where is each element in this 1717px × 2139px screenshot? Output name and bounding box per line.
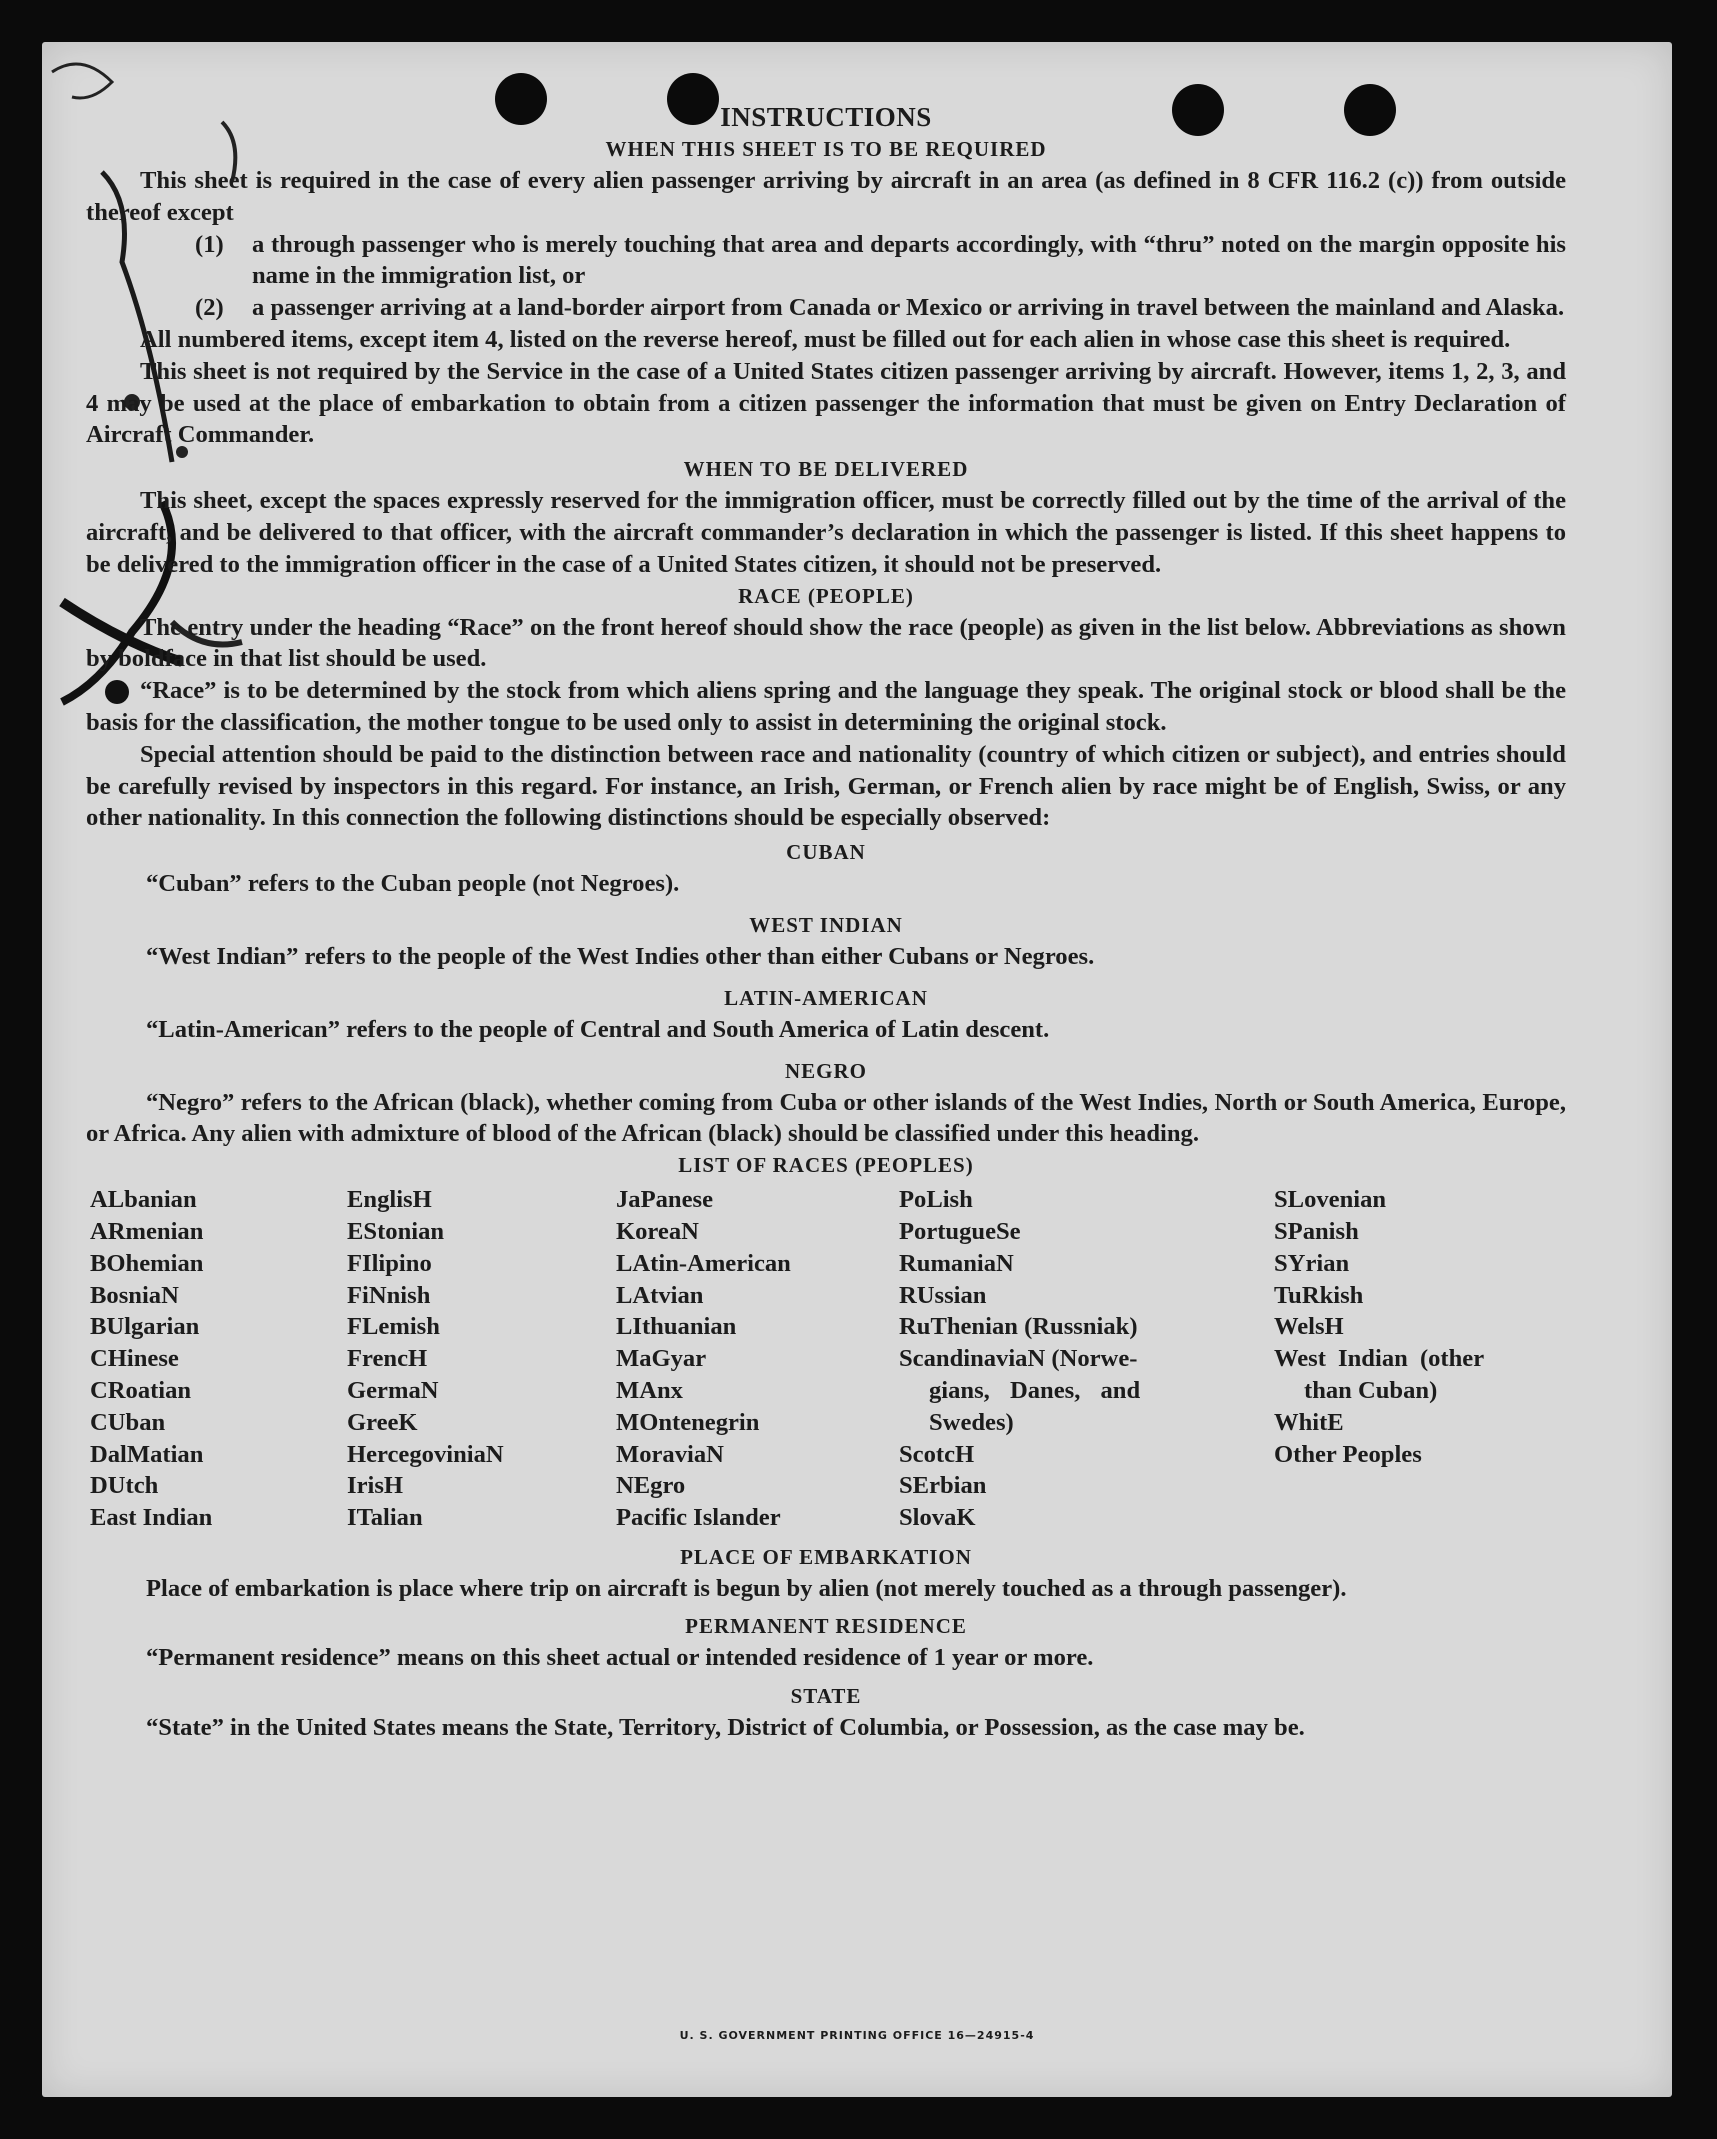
- race-item: DUtch: [90, 1472, 159, 1500]
- race-item: CUban: [90, 1408, 166, 1436]
- race-item-continuation: gians, Danes, and: [929, 1376, 1141, 1404]
- printing-office-footer: U. S. GOVERNMENT PRINTING OFFICE 16—24915-4: [679, 2029, 1035, 2042]
- race-item: SLovenian: [1274, 1186, 1387, 1214]
- race-item: TuRkish: [1274, 1281, 1364, 1309]
- race-item: WelsH: [1274, 1313, 1344, 1341]
- race-item: RUssian: [899, 1281, 987, 1309]
- paragraph: The entry under the heading “Race” on the front hereof should show the race (people) as given in the list below. Abbreviations as shown by boldface in that list should be used.: [86, 613, 1566, 673]
- race-item: West Indian (other: [1274, 1345, 1485, 1373]
- section-heading: NEGRO: [784, 1058, 867, 1083]
- race-item: NEgro: [616, 1472, 686, 1500]
- race-item: East Indian: [90, 1504, 213, 1532]
- race-item: ALbanian: [90, 1186, 197, 1214]
- race-item: ITalian: [347, 1504, 423, 1532]
- item-text: a passenger arriving at a land-border airport from Canada or Mexico or arriving in travel between the mainland and Alaska.: [252, 294, 1565, 322]
- item-number: (2): [195, 294, 224, 322]
- race-column: [1274, 1184, 1564, 1534]
- race-item: RumaniaN: [899, 1249, 1014, 1277]
- race-item: GreeK: [347, 1408, 418, 1436]
- race-item-continuation: Swedes): [929, 1408, 1014, 1436]
- section-heading: WHEN THIS SHEET IS TO BE REQUIRED: [605, 137, 1047, 161]
- race-item: EnglisH: [347, 1186, 432, 1214]
- race-item: BosniaN: [90, 1281, 179, 1309]
- section-heading: STATE: [790, 1684, 862, 1709]
- paragraph: “Negro” refers to the African (black), whether coming from Cuba or other islands of the West Indies, North or South America, Europe, or Africa. Any alien with admixture of blood of the African (black) should be classified under this heading.: [86, 1088, 1566, 1148]
- list-item: [195, 292, 1566, 324]
- race-column: [347, 1184, 616, 1534]
- race-item: DalMatian: [90, 1440, 204, 1468]
- race-item: CRoatian: [90, 1376, 192, 1404]
- race-item: BOhemian: [90, 1249, 204, 1277]
- section-heading: PERMANENT RESIDENCE: [685, 1613, 967, 1638]
- race-item: PortugueSe: [899, 1217, 1021, 1245]
- race-item: PoLish: [899, 1186, 973, 1214]
- paragraph: All numbered items, except item 4, listed on the reverse hereof, must be filled out for each alien in whose case this sheet is required.: [140, 325, 1511, 353]
- section-heading: CUBAN: [786, 840, 866, 865]
- race-item: GermaN: [347, 1376, 439, 1404]
- race-item: LIthuanian: [616, 1313, 737, 1341]
- race-item: RuThenian (Russniak): [899, 1313, 1138, 1341]
- race-item: MaGyar: [616, 1345, 707, 1373]
- race-item: ARmenian: [90, 1217, 204, 1245]
- paragraph: This sheet is required in the case of every alien passenger arriving by aircraft in an area (as defined in 8 CFR 116.2 (c)) from outside thereof except: [86, 167, 1566, 226]
- race-item: ScotcH: [899, 1440, 975, 1468]
- race-item: BUlgarian: [90, 1313, 200, 1341]
- section-heading: PLACE OF EMBARKATION: [680, 1544, 972, 1569]
- race-item-continuation: than Cuban): [1304, 1376, 1438, 1404]
- paragraph: Place of embarkation is place where trip on aircraft is begun by alien (not merely touched as a through passenger).: [146, 1574, 1347, 1602]
- section-heading: WEST INDIAN: [749, 912, 903, 937]
- race-item: SYrian: [1274, 1249, 1350, 1277]
- race-item: KoreaN: [616, 1217, 699, 1245]
- race-item: HercegoviniaN: [347, 1440, 504, 1468]
- race-item: Other Peoples: [1274, 1440, 1422, 1468]
- race-item: FiNnish: [347, 1281, 431, 1309]
- paragraph: “State” in the United States means the State, Territory, District of Columbia, or Possession, as the case may be.: [146, 1714, 1305, 1742]
- section-heading: LATIN-AMERICAN: [724, 985, 928, 1010]
- instructions-body: [86, 100, 1566, 1744]
- section-heading: WHEN TO BE DELIVERED: [683, 457, 969, 482]
- section-heading: RACE (PEOPLE): [738, 583, 914, 608]
- race-column: [899, 1184, 1274, 1534]
- list-item: [195, 229, 1566, 293]
- page-title: INSTRUCTIONS: [720, 102, 932, 132]
- race-column: [616, 1184, 899, 1534]
- race-item: FLemish: [347, 1313, 440, 1341]
- item-text: a through passenger who is merely touching that area and departs accordingly, with “thru” noted on the margin opposite his name in the immigration list, or: [252, 230, 1566, 290]
- race-item: FIlipino: [347, 1249, 432, 1277]
- race-item: CHinese: [90, 1345, 179, 1373]
- race-item: IrisH: [347, 1472, 404, 1500]
- race-column: [86, 1184, 347, 1534]
- race-item: SErbian: [899, 1472, 987, 1500]
- race-item: LAtin-American: [616, 1249, 791, 1277]
- paragraph: Special attention should be paid to the distinction between race and nationality (country of which citizen or subject), and entries should be carefully revised by inspectors in this regard. For instance, an Irish, German, or French alien by race might be of English, Swiss, or any other nationality. In this connection the following distinctions should be especially observed:: [86, 740, 1566, 832]
- paragraph: “Permanent residence” means on this sheet actual or intended residence of 1 year or more.: [146, 1643, 1094, 1671]
- race-item: ScandinaviaN (Norwe-: [899, 1345, 1138, 1373]
- paragraph: This sheet is not required by the Service in the case of a United States citizen passenger arriving by aircraft. However, items 1, 2, 3, and 4 may be used at the place of embarkation to obtain from a citizen passenger the information that must be given on Entry Declaration of Aircraft Commander.: [86, 357, 1566, 449]
- race-item: MAnx: [616, 1376, 683, 1404]
- paragraph: “Cuban” refers to the Cuban people (not Negroes).: [146, 870, 680, 898]
- race-item: SlovaK: [899, 1504, 976, 1532]
- race-list: [86, 1184, 1566, 1534]
- paragraph: “Race” is to be determined by the stock from which aliens spring and the language they speak. The original stock or blood shall be the basis for the classification, the mother tongue to be used only to assist in determining the original stock.: [86, 677, 1566, 736]
- race-item: FrencH: [347, 1345, 428, 1373]
- race-item: LAtvian: [616, 1281, 704, 1309]
- paragraph: “Latin-American” refers to the people of Central and South America of Latin descent.: [146, 1015, 1050, 1043]
- race-item: WhitE: [1274, 1408, 1344, 1436]
- race-item: EStonian: [347, 1217, 445, 1245]
- race-item: SPanish: [1274, 1217, 1359, 1245]
- paragraph: This sheet, except the spaces expressly reserved for the immigration officer, must be correctly filled out by the time of the arrival of the aircraft, and be delivered to that officer, with the aircraft commander’s declaration in which the passenger is listed. If this sheet happens to be delivered to the immigration officer in the case of a United States citizen, it should not be preserved.: [86, 487, 1566, 578]
- paragraph: “West Indian” refers to the people of the West Indies other than either Cubans or Negroes.: [146, 942, 1095, 970]
- section-heading: LIST OF RACES (PEOPLES): [678, 1153, 974, 1178]
- race-item: Pacific Islander: [616, 1504, 781, 1532]
- race-item: JaPanese: [616, 1186, 713, 1214]
- item-number: (1): [195, 230, 224, 258]
- race-item: MoraviaN: [616, 1440, 724, 1468]
- race-item: MOntenegrin: [616, 1408, 760, 1436]
